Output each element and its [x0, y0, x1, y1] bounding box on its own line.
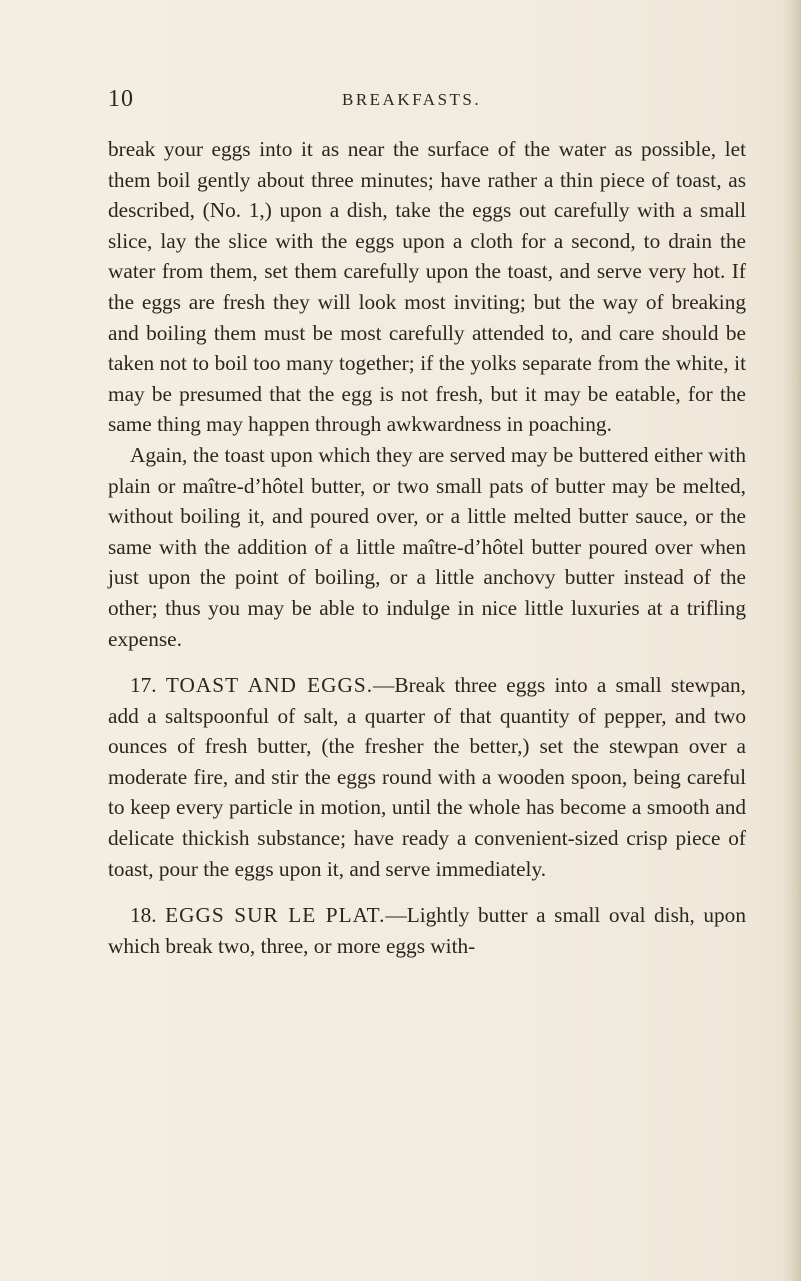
paragraph-continued: break your eggs into it as near the surface of the water as possible, let them boil gently about three minutes; have rather a thin piece of toast, as described, (No. 1,) upon a dish, take the eggs out carefully with a small slice, lay the slice with the eggs upon a cloth for a second, to drain the water from them, set them carefully upon the toast, and serve very hot. If the eggs are fresh they will look most inviting; but the way of breaking and boiling them must be most carefully attended to, and care should be taken not to boil too many together; if the yolks separate from the white, it may be presumed that the egg is not fresh, but it may be eatable, for the same thing may happen through awkwardness in poaching.: [108, 137, 746, 437]
recipe-18-title: EGGS SUR LE PLAT.: [165, 903, 386, 928]
page-edge-shadow: [783, 0, 801, 1281]
recipe-17: [108, 670, 746, 884]
recipe-18: [108, 900, 746, 961]
recipe-17-text: —Break three eggs into a small stewpan, add a saltspoonful of salt, a quarter of that quantity of pepper, and two ounces of fresh butter, (the fresher the better,) set the stewpan over a moderate fire, and stir the eggs round with a wooden spoon, being careful to keep every particle in motion, until the whole has become a smooth and delicate thickish substance; have ready a convenient-sized crisp piece of toast, pour the eggs upon it, and serve immediately.: [108, 673, 747, 881]
recipe-17-title: TOAST AND EGGS.: [165, 673, 374, 698]
paragraph-again: Again, the toast upon which they are served may be buttered either with plain or maître-d’hôtel butter, or two small pats of butter may be melted, without boiling it, and poured over, or a little melted butter sauce, or the same with the addition of a little maître-d’hôtel butter poured over when just upon the point of boiling, or a little anchovy butter instead of the other; thus you may be able to indulge in nice little luxuries at a trifling expense.: [108, 442, 746, 651]
recipe-17-number: 17.: [130, 673, 157, 698]
page-header: [108, 86, 748, 116]
recipe-18-number: 18.: [130, 903, 157, 928]
page-number: 10: [108, 86, 134, 112]
page-body: [108, 134, 746, 961]
recipe-18-text: —Lightly butter a small oval dish, upon which break two, three, or more eggs with-: [108, 903, 746, 958]
running-head: BREAKFASTS.: [342, 90, 482, 109]
